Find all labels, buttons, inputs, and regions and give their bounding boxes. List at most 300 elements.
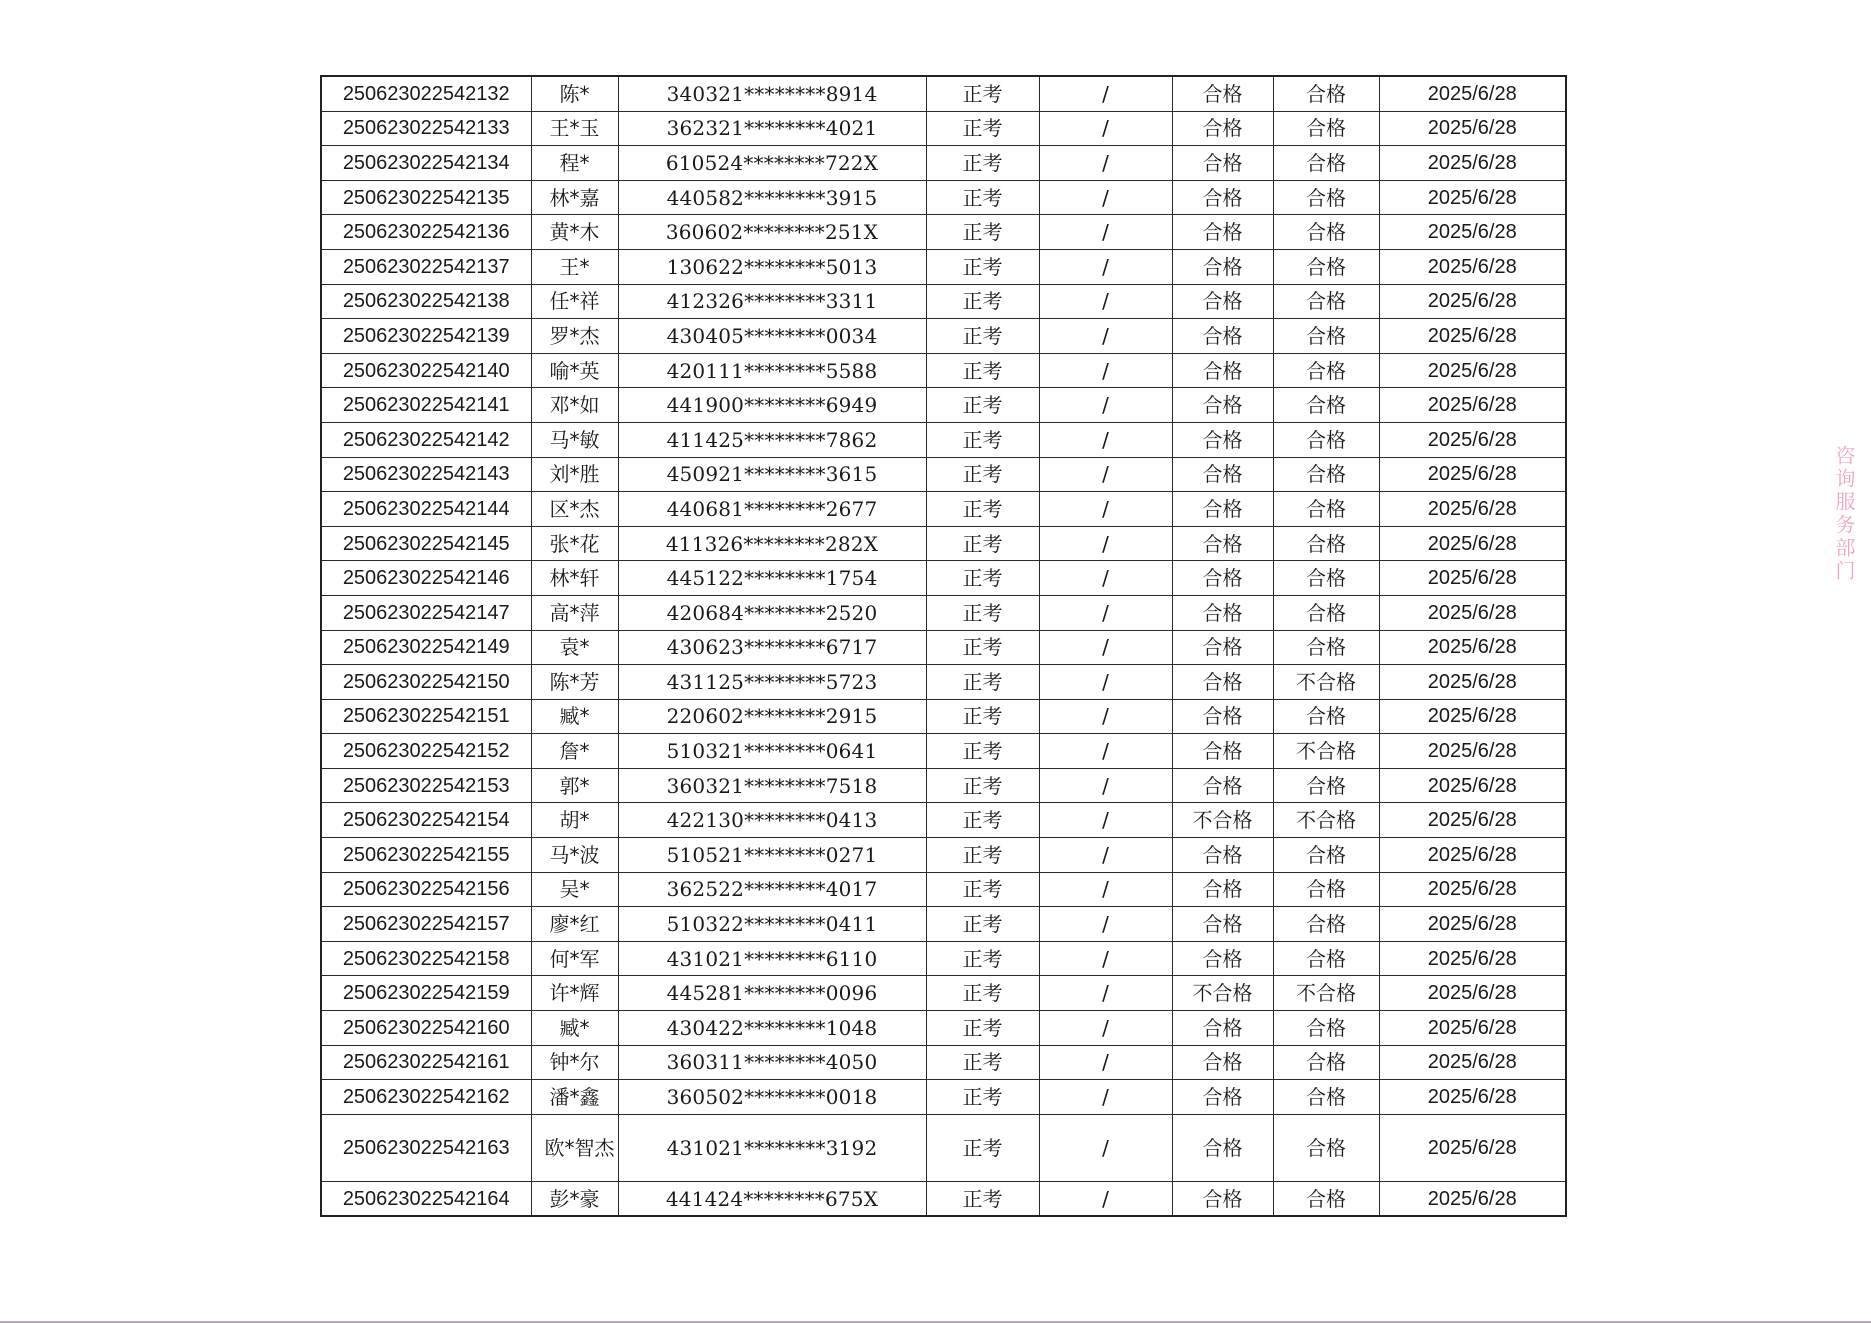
cell-practical-result: 合格	[1273, 1080, 1379, 1115]
name-text: 黄*木	[549, 220, 600, 245]
cell-exam-date: 2025/6/28	[1379, 492, 1566, 527]
cell-practical-result: 合格	[1273, 1114, 1379, 1181]
cell-exam-date: 2025/6/28	[1379, 907, 1566, 942]
name-text: 许*辉	[549, 981, 600, 1006]
cell-theory-result: 合格	[1172, 838, 1273, 873]
cell-ticket-number: 250623022542142	[321, 422, 531, 457]
cell-exam-type: 正考	[926, 284, 1039, 319]
results-table-container	[320, 75, 1565, 1217]
cell-ticket-number: 250623022542146	[321, 561, 531, 596]
table-row	[321, 249, 1566, 284]
cell-ticket-number: 250623022542139	[321, 319, 531, 354]
cell-exam-type: 正考	[926, 1114, 1039, 1181]
cell-practical-result: 不合格	[1273, 665, 1379, 700]
cell-ticket-number: 250623022542163	[321, 1114, 531, 1181]
cell-id-card-number: 422130********0413	[618, 803, 926, 838]
cell-name	[531, 595, 618, 630]
cell-theory-result: 合格	[1172, 595, 1273, 630]
cell-practical-result: 合格	[1273, 353, 1379, 388]
cell-exam-date: 2025/6/28	[1379, 76, 1566, 111]
cell-practical-result: 合格	[1273, 388, 1379, 423]
cell-exam-type: 正考	[926, 180, 1039, 215]
cell-exam-type: 正考	[926, 319, 1039, 354]
cell-id-card-number: 340321********8914	[618, 76, 926, 111]
cell-makeup-slot: /	[1039, 388, 1172, 423]
name-text: 彭*豪	[549, 1186, 600, 1211]
cell-ticket-number: 250623022542153	[321, 768, 531, 803]
cell-exam-type: 正考	[926, 1181, 1039, 1216]
name-text: 罗*杰	[549, 323, 600, 348]
cell-name	[531, 492, 618, 527]
cell-theory-result: 合格	[1172, 249, 1273, 284]
cell-name	[531, 734, 618, 769]
cell-exam-date: 2025/6/28	[1379, 1181, 1566, 1216]
table-row	[321, 388, 1566, 423]
cell-id-card-number: 450921********3615	[618, 457, 926, 492]
table-body	[321, 76, 1566, 1216]
cell-id-card-number: 420684********2520	[618, 595, 926, 630]
name-text: 任*祥	[549, 289, 600, 314]
cell-theory-result: 不合格	[1172, 803, 1273, 838]
cell-name	[531, 457, 618, 492]
cell-exam-date: 2025/6/28	[1379, 284, 1566, 319]
cell-name	[531, 699, 618, 734]
cell-practical-result: 合格	[1273, 76, 1379, 111]
cell-exam-date: 2025/6/28	[1379, 526, 1566, 561]
cell-ticket-number: 250623022542136	[321, 215, 531, 250]
side-stamp-text: 咨询服务部门	[1832, 445, 1856, 583]
cell-practical-result: 合格	[1273, 457, 1379, 492]
cell-exam-type: 正考	[926, 215, 1039, 250]
cell-theory-result: 合格	[1172, 457, 1273, 492]
cell-exam-date: 2025/6/28	[1379, 838, 1566, 873]
cell-makeup-slot: /	[1039, 699, 1172, 734]
cell-ticket-number: 250623022542133	[321, 111, 531, 146]
cell-theory-result: 合格	[1172, 180, 1273, 215]
cell-id-card-number: 430623********6717	[618, 630, 926, 665]
cell-makeup-slot: /	[1039, 630, 1172, 665]
cell-makeup-slot: /	[1039, 457, 1172, 492]
cell-exam-type: 正考	[926, 734, 1039, 769]
cell-exam-date: 2025/6/28	[1379, 595, 1566, 630]
name-text: 詹*	[559, 739, 590, 764]
cell-exam-type: 正考	[926, 1080, 1039, 1115]
cell-theory-result: 合格	[1172, 1080, 1273, 1115]
cell-ticket-number: 250623022542155	[321, 838, 531, 873]
table-row	[321, 1181, 1566, 1216]
cell-id-card-number: 441424********675X	[618, 1181, 926, 1216]
cell-makeup-slot: /	[1039, 111, 1172, 146]
cell-ticket-number: 250623022542156	[321, 872, 531, 907]
cell-name	[531, 319, 618, 354]
cell-id-card-number: 440681********2677	[618, 492, 926, 527]
cell-exam-date: 2025/6/28	[1379, 734, 1566, 769]
cell-name	[531, 76, 618, 111]
cell-ticket-number: 250623022542141	[321, 388, 531, 423]
cell-id-card-number: 130622********5013	[618, 249, 926, 284]
cell-theory-result: 合格	[1172, 734, 1273, 769]
cell-practical-result: 合格	[1273, 561, 1379, 596]
cell-id-card-number: 431021********6110	[618, 941, 926, 976]
cell-ticket-number: 250623022542161	[321, 1045, 531, 1080]
name-text: 程*	[559, 150, 590, 175]
name-text: 邓*如	[549, 393, 600, 418]
name-text: 陈*芳	[549, 669, 600, 694]
cell-ticket-number: 250623022542162	[321, 1080, 531, 1115]
table-row	[321, 215, 1566, 250]
cell-practical-result: 合格	[1273, 284, 1379, 319]
cell-name	[531, 630, 618, 665]
cell-exam-date: 2025/6/28	[1379, 457, 1566, 492]
cell-id-card-number: 430405********0034	[618, 319, 926, 354]
cell-exam-date: 2025/6/28	[1379, 1080, 1566, 1115]
cell-makeup-slot: /	[1039, 838, 1172, 873]
name-text: 王*	[559, 254, 590, 279]
table-row	[321, 595, 1566, 630]
name-text: 马*波	[549, 842, 600, 867]
cell-exam-type: 正考	[926, 976, 1039, 1011]
cell-exam-date: 2025/6/28	[1379, 1114, 1566, 1181]
cell-id-card-number: 441900********6949	[618, 388, 926, 423]
table-row	[321, 941, 1566, 976]
cell-theory-result: 合格	[1172, 907, 1273, 942]
name-text: 陈*	[559, 81, 590, 106]
name-text: 张*花	[549, 531, 600, 556]
cell-practical-result: 合格	[1273, 1045, 1379, 1080]
cell-theory-result: 合格	[1172, 699, 1273, 734]
cell-name	[531, 768, 618, 803]
cell-exam-type: 正考	[926, 872, 1039, 907]
table-row	[321, 422, 1566, 457]
table-row	[321, 492, 1566, 527]
cell-ticket-number: 250623022542147	[321, 595, 531, 630]
cell-ticket-number: 250623022542149	[321, 630, 531, 665]
cell-ticket-number: 250623022542152	[321, 734, 531, 769]
name-text: 郭*	[559, 773, 590, 798]
cell-practical-result: 合格	[1273, 492, 1379, 527]
cell-name	[531, 1114, 618, 1181]
table-row	[321, 838, 1566, 873]
table-row	[321, 976, 1566, 1011]
name-text: 喻*英	[549, 358, 600, 383]
cell-makeup-slot: /	[1039, 146, 1172, 181]
cell-name	[531, 388, 618, 423]
cell-name	[531, 1045, 618, 1080]
cell-exam-date: 2025/6/28	[1379, 1011, 1566, 1046]
table-row	[321, 561, 1566, 596]
cell-exam-date: 2025/6/28	[1379, 699, 1566, 734]
cell-practical-result: 合格	[1273, 180, 1379, 215]
cell-exam-type: 正考	[926, 665, 1039, 700]
cell-exam-type: 正考	[926, 630, 1039, 665]
cell-exam-type: 正考	[926, 76, 1039, 111]
table-row	[321, 180, 1566, 215]
name-text: 吴*	[559, 877, 590, 902]
table-row	[321, 803, 1566, 838]
cell-makeup-slot: /	[1039, 1011, 1172, 1046]
name-text: 高*萍	[549, 600, 600, 625]
cell-name	[531, 1011, 618, 1046]
cell-name	[531, 111, 618, 146]
cell-makeup-slot: /	[1039, 941, 1172, 976]
cell-ticket-number: 250623022542158	[321, 941, 531, 976]
cell-theory-result: 合格	[1172, 561, 1273, 596]
cell-id-card-number: 420111********5588	[618, 353, 926, 388]
name-text: 欧*智杰	[544, 1135, 615, 1160]
cell-name	[531, 665, 618, 700]
cell-practical-result: 合格	[1273, 215, 1379, 250]
table-row	[321, 111, 1566, 146]
table-row	[321, 630, 1566, 665]
cell-makeup-slot: /	[1039, 215, 1172, 250]
cell-makeup-slot: /	[1039, 284, 1172, 319]
cell-practical-result: 合格	[1273, 111, 1379, 146]
cell-ticket-number: 250623022542154	[321, 803, 531, 838]
cell-theory-result: 合格	[1172, 1045, 1273, 1080]
cell-exam-date: 2025/6/28	[1379, 353, 1566, 388]
cell-ticket-number: 250623022542145	[321, 526, 531, 561]
cell-name	[531, 1181, 618, 1216]
cell-practical-result: 不合格	[1273, 976, 1379, 1011]
table-row	[321, 457, 1566, 492]
cell-practical-result: 合格	[1273, 595, 1379, 630]
cell-makeup-slot: /	[1039, 768, 1172, 803]
cell-practical-result: 合格	[1273, 768, 1379, 803]
cell-name	[531, 838, 618, 873]
cell-ticket-number: 250623022542160	[321, 1011, 531, 1046]
cell-ticket-number: 250623022542143	[321, 457, 531, 492]
cell-exam-date: 2025/6/28	[1379, 215, 1566, 250]
cell-practical-result: 合格	[1273, 630, 1379, 665]
cell-theory-result: 合格	[1172, 1011, 1273, 1046]
cell-id-card-number: 431125********5723	[618, 665, 926, 700]
cell-exam-type: 正考	[926, 526, 1039, 561]
table-row	[321, 1080, 1566, 1115]
cell-theory-result: 合格	[1172, 768, 1273, 803]
name-text: 袁*	[559, 635, 590, 660]
cell-exam-type: 正考	[926, 838, 1039, 873]
cell-id-card-number: 610524********722X	[618, 146, 926, 181]
cell-id-card-number: 412326********3311	[618, 284, 926, 319]
cell-id-card-number: 360602********251X	[618, 215, 926, 250]
cell-name	[531, 422, 618, 457]
cell-id-card-number: 445122********1754	[618, 561, 926, 596]
name-text: 廖*红	[549, 912, 600, 937]
cell-theory-result: 合格	[1172, 422, 1273, 457]
cell-exam-type: 正考	[926, 1011, 1039, 1046]
cell-exam-type: 正考	[926, 353, 1039, 388]
cell-theory-result: 合格	[1172, 665, 1273, 700]
cell-name	[531, 1080, 618, 1115]
cell-id-card-number: 411326********282X	[618, 526, 926, 561]
name-text: 臧*	[559, 704, 590, 729]
cell-id-card-number: 360311********4050	[618, 1045, 926, 1080]
cell-name	[531, 249, 618, 284]
exam-results-table	[320, 75, 1567, 1217]
cell-makeup-slot: /	[1039, 595, 1172, 630]
cell-exam-date: 2025/6/28	[1379, 388, 1566, 423]
cell-exam-type: 正考	[926, 803, 1039, 838]
cell-makeup-slot: /	[1039, 734, 1172, 769]
cell-makeup-slot: /	[1039, 1114, 1172, 1181]
table-row	[321, 319, 1566, 354]
cell-ticket-number: 250623022542159	[321, 976, 531, 1011]
cell-id-card-number: 411425********7862	[618, 422, 926, 457]
cell-ticket-number: 250623022542164	[321, 1181, 531, 1216]
cell-practical-result: 合格	[1273, 941, 1379, 976]
cell-id-card-number: 220602********2915	[618, 699, 926, 734]
name-text: 王*玉	[549, 116, 600, 141]
cell-theory-result: 合格	[1172, 1114, 1273, 1181]
name-text: 刘*胜	[549, 462, 600, 487]
cell-id-card-number: 440582********3915	[618, 180, 926, 215]
cell-theory-result: 合格	[1172, 111, 1273, 146]
cell-exam-date: 2025/6/28	[1379, 111, 1566, 146]
cell-theory-result: 合格	[1172, 872, 1273, 907]
cell-exam-date: 2025/6/28	[1379, 319, 1566, 354]
table-row	[321, 526, 1566, 561]
cell-exam-type: 正考	[926, 941, 1039, 976]
cell-id-card-number: 360321********7518	[618, 768, 926, 803]
table-row	[321, 734, 1566, 769]
table-row	[321, 76, 1566, 111]
cell-id-card-number: 445281********0096	[618, 976, 926, 1011]
cell-ticket-number: 250623022542132	[321, 76, 531, 111]
cell-exam-date: 2025/6/28	[1379, 803, 1566, 838]
cell-practical-result: 合格	[1273, 699, 1379, 734]
cell-theory-result: 合格	[1172, 215, 1273, 250]
cell-name	[531, 180, 618, 215]
cell-practical-result: 合格	[1273, 1181, 1379, 1216]
cell-exam-date: 2025/6/28	[1379, 941, 1566, 976]
cell-makeup-slot: /	[1039, 1181, 1172, 1216]
cell-name	[531, 872, 618, 907]
cell-exam-date: 2025/6/28	[1379, 1045, 1566, 1080]
cell-exam-date: 2025/6/28	[1379, 146, 1566, 181]
cell-makeup-slot: /	[1039, 665, 1172, 700]
cell-ticket-number: 250623022542150	[321, 665, 531, 700]
table-row	[321, 1011, 1566, 1046]
cell-theory-result: 合格	[1172, 76, 1273, 111]
cell-makeup-slot: /	[1039, 249, 1172, 284]
cell-practical-result: 不合格	[1273, 803, 1379, 838]
cell-theory-result: 合格	[1172, 388, 1273, 423]
cell-exam-date: 2025/6/28	[1379, 976, 1566, 1011]
cell-exam-date: 2025/6/28	[1379, 249, 1566, 284]
table-row	[321, 353, 1566, 388]
cell-theory-result: 合格	[1172, 630, 1273, 665]
cell-practical-result: 合格	[1273, 319, 1379, 354]
cell-makeup-slot: /	[1039, 353, 1172, 388]
cell-name	[531, 526, 618, 561]
cell-exam-date: 2025/6/28	[1379, 872, 1566, 907]
cell-exam-type: 正考	[926, 388, 1039, 423]
cell-exam-type: 正考	[926, 699, 1039, 734]
cell-theory-result: 不合格	[1172, 976, 1273, 1011]
cell-practical-result: 不合格	[1273, 734, 1379, 769]
table-row	[321, 907, 1566, 942]
cell-makeup-slot: /	[1039, 422, 1172, 457]
cell-exam-type: 正考	[926, 492, 1039, 527]
cell-practical-result: 合格	[1273, 872, 1379, 907]
cell-exam-type: 正考	[926, 561, 1039, 596]
table-row	[321, 699, 1566, 734]
table-row	[321, 768, 1566, 803]
cell-name	[531, 941, 618, 976]
name-text: 马*敏	[549, 427, 600, 452]
cell-exam-type: 正考	[926, 422, 1039, 457]
cell-exam-type: 正考	[926, 457, 1039, 492]
cell-exam-date: 2025/6/28	[1379, 180, 1566, 215]
cell-id-card-number: 362522********4017	[618, 872, 926, 907]
cell-name	[531, 284, 618, 319]
name-text: 区*杰	[549, 496, 600, 521]
cell-id-card-number: 430422********1048	[618, 1011, 926, 1046]
cell-makeup-slot: /	[1039, 319, 1172, 354]
cell-practical-result: 合格	[1273, 526, 1379, 561]
cell-makeup-slot: /	[1039, 492, 1172, 527]
cell-ticket-number: 250623022542137	[321, 249, 531, 284]
table-row	[321, 284, 1566, 319]
name-text: 林*嘉	[549, 185, 600, 210]
table-row	[321, 146, 1566, 181]
cell-name	[531, 215, 618, 250]
cell-exam-type: 正考	[926, 111, 1039, 146]
cell-practical-result: 合格	[1273, 907, 1379, 942]
cell-name	[531, 976, 618, 1011]
cell-makeup-slot: /	[1039, 976, 1172, 1011]
name-text: 钟*尔	[549, 1050, 600, 1075]
cell-makeup-slot: /	[1039, 180, 1172, 215]
cell-exam-date: 2025/6/28	[1379, 561, 1566, 596]
cell-exam-date: 2025/6/28	[1379, 422, 1566, 457]
cell-theory-result: 合格	[1172, 492, 1273, 527]
cell-makeup-slot: /	[1039, 872, 1172, 907]
name-text: 何*军	[549, 946, 600, 971]
cell-exam-type: 正考	[926, 1045, 1039, 1080]
cell-theory-result: 合格	[1172, 941, 1273, 976]
cell-makeup-slot: /	[1039, 1045, 1172, 1080]
cell-id-card-number: 431021********3192	[618, 1114, 926, 1181]
cell-ticket-number: 250623022542135	[321, 180, 531, 215]
cell-ticket-number: 250623022542144	[321, 492, 531, 527]
cell-exam-type: 正考	[926, 249, 1039, 284]
cell-exam-type: 正考	[926, 907, 1039, 942]
cell-practical-result: 合格	[1273, 249, 1379, 284]
cell-exam-date: 2025/6/28	[1379, 630, 1566, 665]
cell-makeup-slot: /	[1039, 76, 1172, 111]
cell-makeup-slot: /	[1039, 526, 1172, 561]
cell-makeup-slot: /	[1039, 561, 1172, 596]
cell-name	[531, 907, 618, 942]
cell-theory-result: 合格	[1172, 319, 1273, 354]
cell-ticket-number: 250623022542157	[321, 907, 531, 942]
name-text: 林*轩	[549, 566, 600, 591]
cell-ticket-number: 250623022542138	[321, 284, 531, 319]
cell-exam-date: 2025/6/28	[1379, 768, 1566, 803]
cell-theory-result: 合格	[1172, 1181, 1273, 1216]
cell-ticket-number: 250623022542134	[321, 146, 531, 181]
cell-makeup-slot: /	[1039, 803, 1172, 838]
cell-theory-result: 合格	[1172, 284, 1273, 319]
cell-name	[531, 146, 618, 181]
name-text: 潘*鑫	[549, 1085, 600, 1110]
cell-makeup-slot: /	[1039, 907, 1172, 942]
cell-ticket-number: 250623022542151	[321, 699, 531, 734]
cell-practical-result: 合格	[1273, 422, 1379, 457]
cell-id-card-number: 360502********0018	[618, 1080, 926, 1115]
table-row	[321, 872, 1566, 907]
